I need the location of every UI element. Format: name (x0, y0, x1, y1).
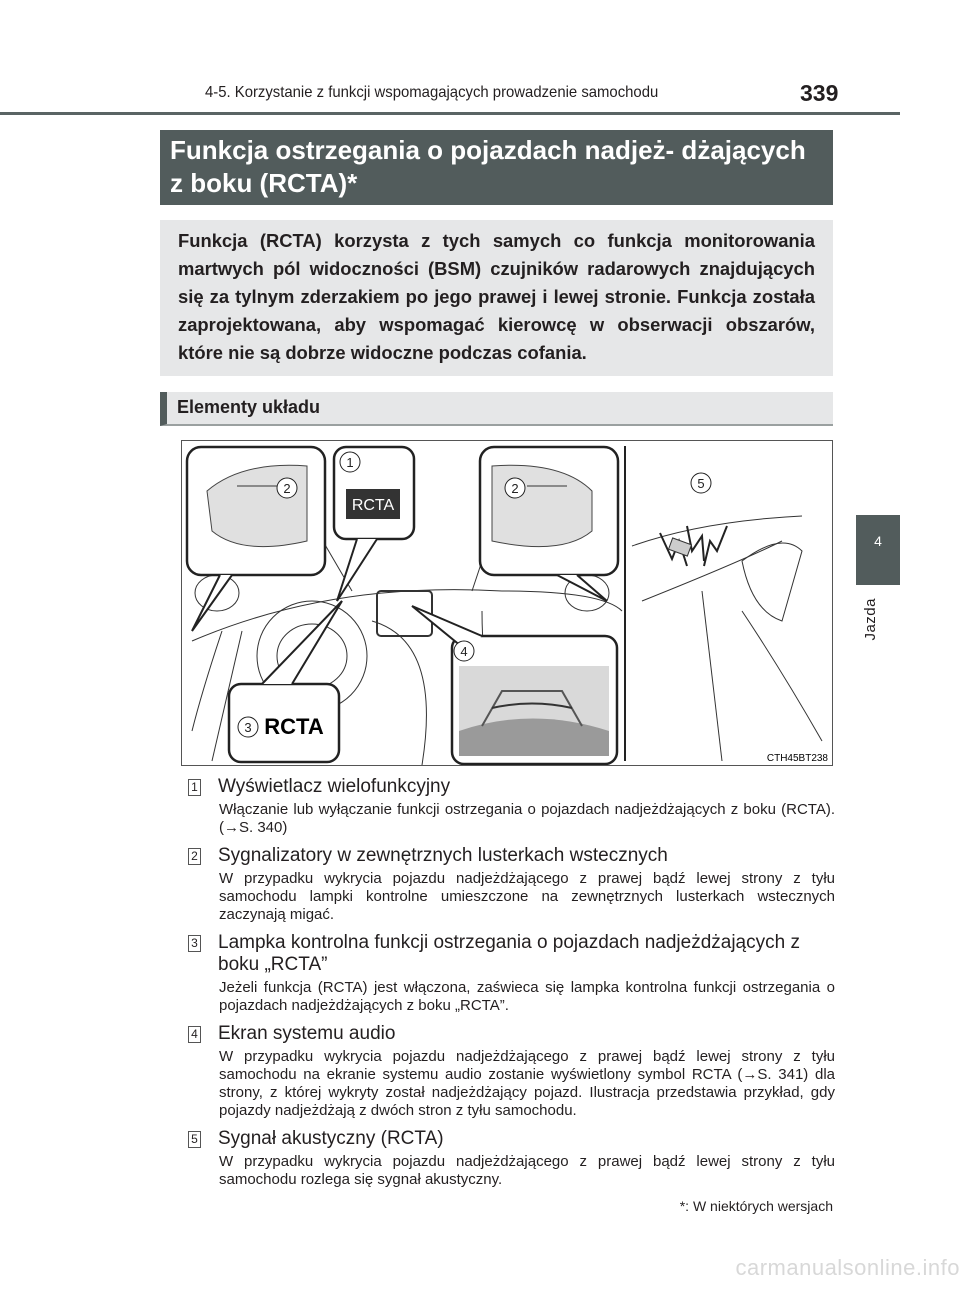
header-divider (0, 112, 900, 115)
list-item (188, 845, 835, 924)
item-number: 5 (188, 1131, 201, 1148)
content-column (160, 130, 960, 1291)
list-item (188, 1128, 835, 1189)
watermark: carmanualsonline.info (735, 1255, 960, 1280)
footnote: *: W niektórych wersjach (679, 1198, 833, 1214)
item-title: Lampka kontrolna funkcji ostrzegania o pojazdach nadjeżdżających z boku „RCTA” (218, 932, 800, 975)
item-title: Sygnalizatory w zewnętrznych lusterkach wstecznych (218, 845, 668, 866)
item-title: Ekran systemu audio (218, 1023, 396, 1044)
item-body: W przypadku wykrycia pojazdu nadjeżdżającego z prawej bądź lewej strony z tyłu samochodu lampki kontrolne umieszczone na zewnętrznych lusterkach wstecznych zaczynają migać. (219, 870, 835, 923)
callout-3: 3 (244, 720, 252, 735)
item-body: W przypadku wykrycia pojazdu nadjeżdżającego z prawej bądź lewej strony z tyłu samochodu na ekranie systemu audio zostanie wyświetlony symbol RCTA (→S. 341) dla strony, z której wykryty został nadjeżdżający pojazd. Ilustracja przedstawia przykład, gdy pojazdy nadjeżdżają z dwóch stron z tyłu samochodu. (219, 1048, 835, 1119)
rcta-lamp-label: RCTA (264, 714, 324, 739)
item-title: Wyświetlacz wielofunkcyjny (218, 776, 451, 797)
illustration-code: CTH45BT238 (766, 753, 828, 764)
callout-5: 5 (697, 476, 705, 491)
item-number: 1 (188, 779, 201, 796)
system-illustration (181, 440, 833, 766)
chapter-number: 4 (874, 533, 882, 549)
item-number: 2 (188, 848, 201, 865)
item-body: W przypadku wykrycia pojazdu nadjeżdżającego z prawej bądź lewej strony z tyłu samochodu rozlega się sygnał akustyczny. (219, 1153, 835, 1188)
callout-4: 4 (460, 644, 468, 659)
chapter-tab[interactable] (856, 515, 900, 585)
running-header: 4-5. Korzystanie z funkcji wspomagających prowadzenie samochodu (205, 84, 659, 101)
list-item (188, 1023, 835, 1120)
callout-2-right: 2 (511, 481, 519, 496)
page-number: 339 (800, 80, 839, 106)
subheading: Elementy układu (160, 392, 833, 426)
item-body: Włączanie lub wyłączanie funkcji ostrzegania o pojazdach nadjeżdżających z boku (RCTA). (→S. 340) (219, 801, 835, 836)
item-body: Jeżeli funkcja (RCTA) jest włączona, zaświeca się lampka kontrolna funkcji ostrzegania o pojazdach nadjeżdżających z boku „RCTA”. (219, 979, 835, 1014)
callout-2-left: 2 (283, 481, 291, 496)
list-item (188, 776, 835, 837)
section-title: Funkcja ostrzegania o pojazdach nadjeż- dżających z boku (RCTA)* (160, 130, 833, 205)
component-list (188, 776, 835, 1189)
intro-paragraph: Funkcja (RCTA) korzysta z tych samych co funkcja monitorowania martwych pól widoczności (BSM) czujników radarowych znajdujących się za tylnym zderzakiem po jego prawej i lewej stronie. Funkcja została zaprojektowana, aby wspomagać kierowcę w obserwacji obszarów, które nie są dobrze widoczne podczas cofania. (160, 220, 833, 376)
item-number: 3 (188, 935, 201, 952)
item-title: Sygnał akustyczny (RCTA) (218, 1128, 444, 1149)
rcta-display-label: RCTA (351, 497, 395, 514)
item-number: 4 (188, 1026, 201, 1043)
chapter-label: Jazda (862, 598, 879, 641)
list-item (188, 932, 835, 1015)
callout-1: 1 (346, 455, 354, 470)
